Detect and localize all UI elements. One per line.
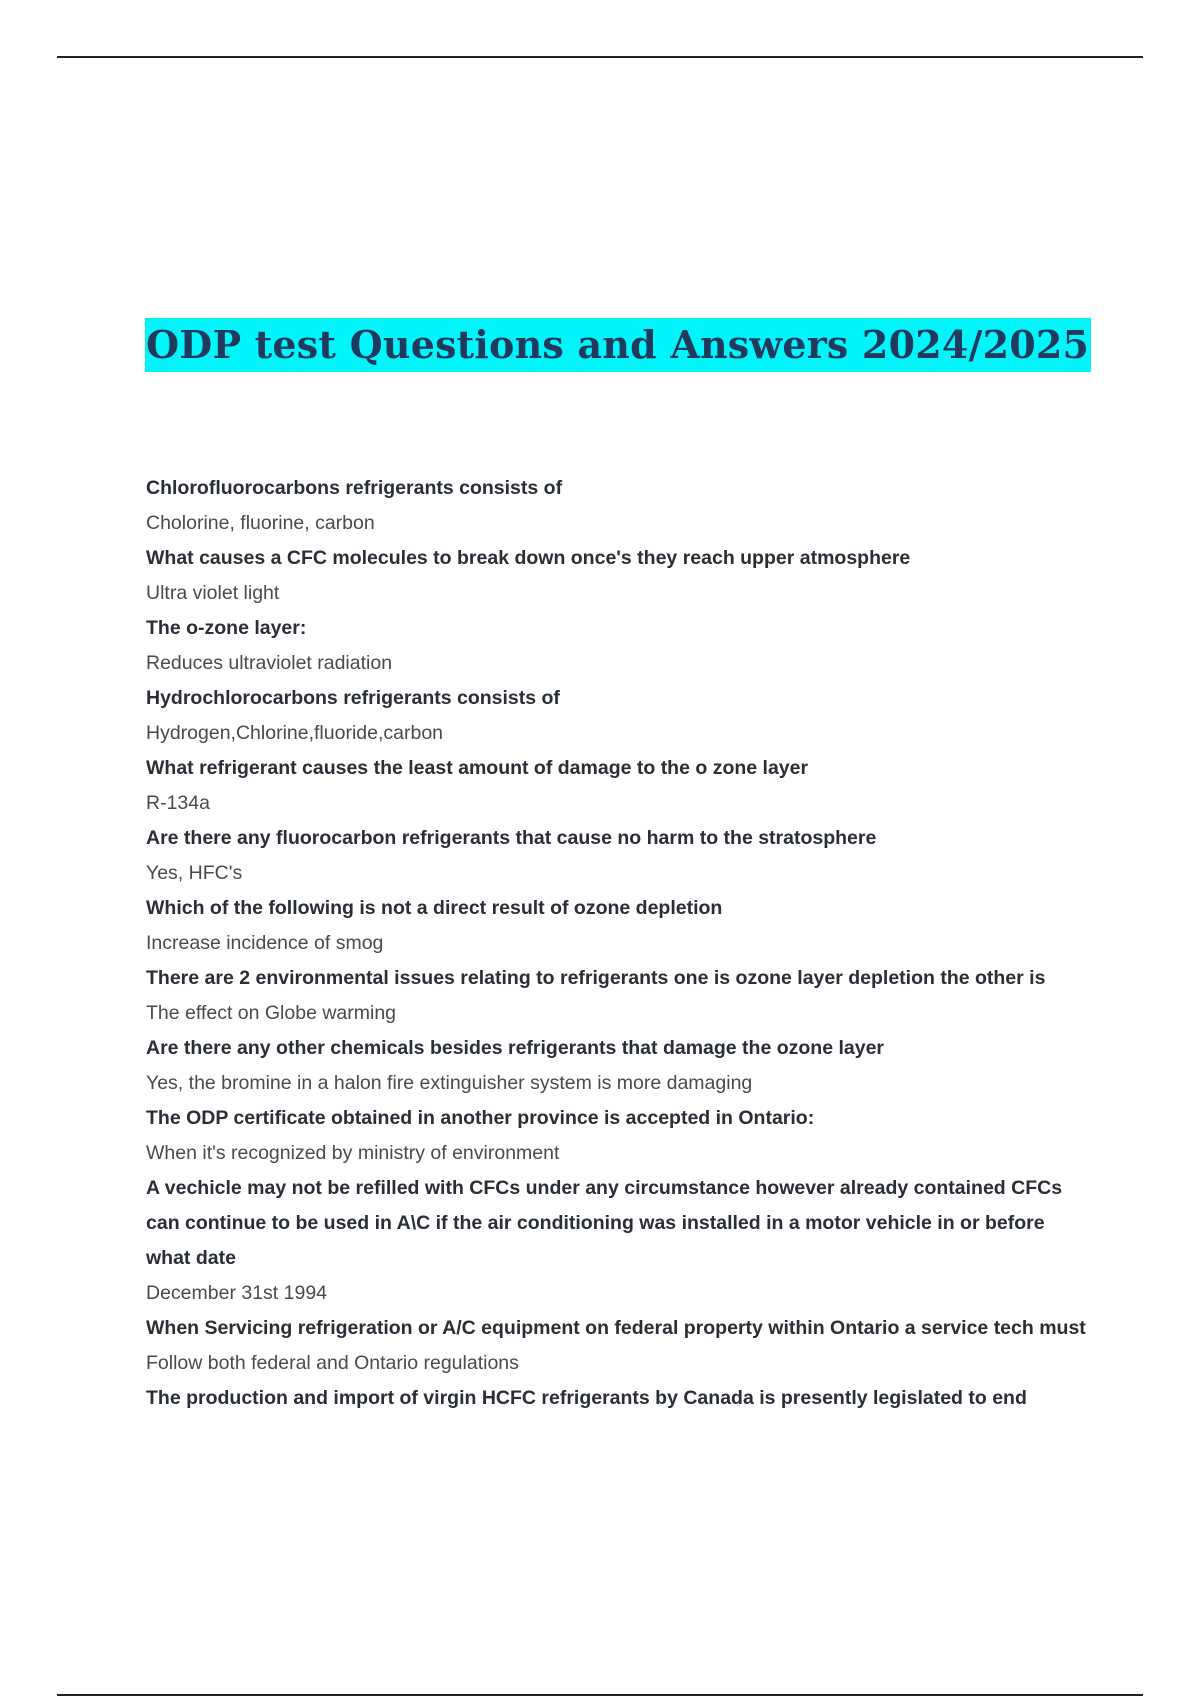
answer-text: Ultra violet light <box>146 582 280 604</box>
question-text: The o-zone layer: <box>146 617 307 639</box>
question-text: What refrigerant causes the least amount of damage to the o zone layer <box>146 757 809 779</box>
answer-text: Hydrogen,Chlorine,fluoride,carbon <box>146 722 444 744</box>
answer-text: When it's recognized by ministry of environment <box>146 1142 560 1164</box>
question-text: The ODP certificate obtained in another province is accepted in Ontario: <box>146 1107 815 1129</box>
question-text: The production and import of virgin HCFC refrigerants by Canada is presently legislated to end <box>146 1387 1027 1409</box>
question-text: Which of the following is not a direct result of ozone depletion <box>146 897 723 919</box>
question-text: Are there any other chemicals besides refrigerants that damage the ozone layer <box>146 1037 885 1059</box>
question-text: When Servicing refrigeration or A/C equipment on federal property within Ontario a service tech must <box>146 1317 1086 1339</box>
title-highlight <box>145 318 1091 372</box>
answer-text: The effect on Globe warming <box>146 1002 397 1024</box>
answer-text: Cholorine, fluorine, carbon <box>146 512 375 534</box>
answer-text: Follow both federal and Ontario regulations <box>146 1352 519 1374</box>
answer-text: Increase incidence of smog <box>146 932 384 954</box>
answer-text: December 31st 1994 <box>146 1282 328 1304</box>
question-text: There are 2 environmental issues relating to refrigerants one is ozone layer depletion the other is <box>146 967 1046 989</box>
question-text: What causes a CFC molecules to break down once's they reach upper atmosphere <box>146 547 911 569</box>
question-text: Hydrochlorocarbons refrigerants consists of <box>146 687 560 709</box>
answer-text: Yes, HFC's <box>146 862 243 884</box>
question-text: Chlorofluorocarbons refrigerants consists of <box>146 477 563 499</box>
answer-text: Yes, the bromine in a halon fire extinguisher system is more damaging <box>146 1072 753 1094</box>
qa-list <box>146 471 1086 1416</box>
answer-text: R-134a <box>146 792 210 814</box>
answer-text: Reduces ultraviolet radiation <box>146 652 393 674</box>
document-title: ODP test Questions and Answers 2024/2025 <box>146 322 1090 367</box>
bottom-rule <box>57 1694 1143 1696</box>
top-rule <box>57 56 1143 58</box>
question-text: A vechicle may not be refilled with CFCs under any circumstance however already contained CFCs can continue to be used in A\C if the air conditioning was installed in a motor vehicle in or before what date <box>146 1177 1063 1269</box>
question-text: Are there any fluorocarbon refrigerants that cause no harm to the stratosphere <box>146 827 877 849</box>
